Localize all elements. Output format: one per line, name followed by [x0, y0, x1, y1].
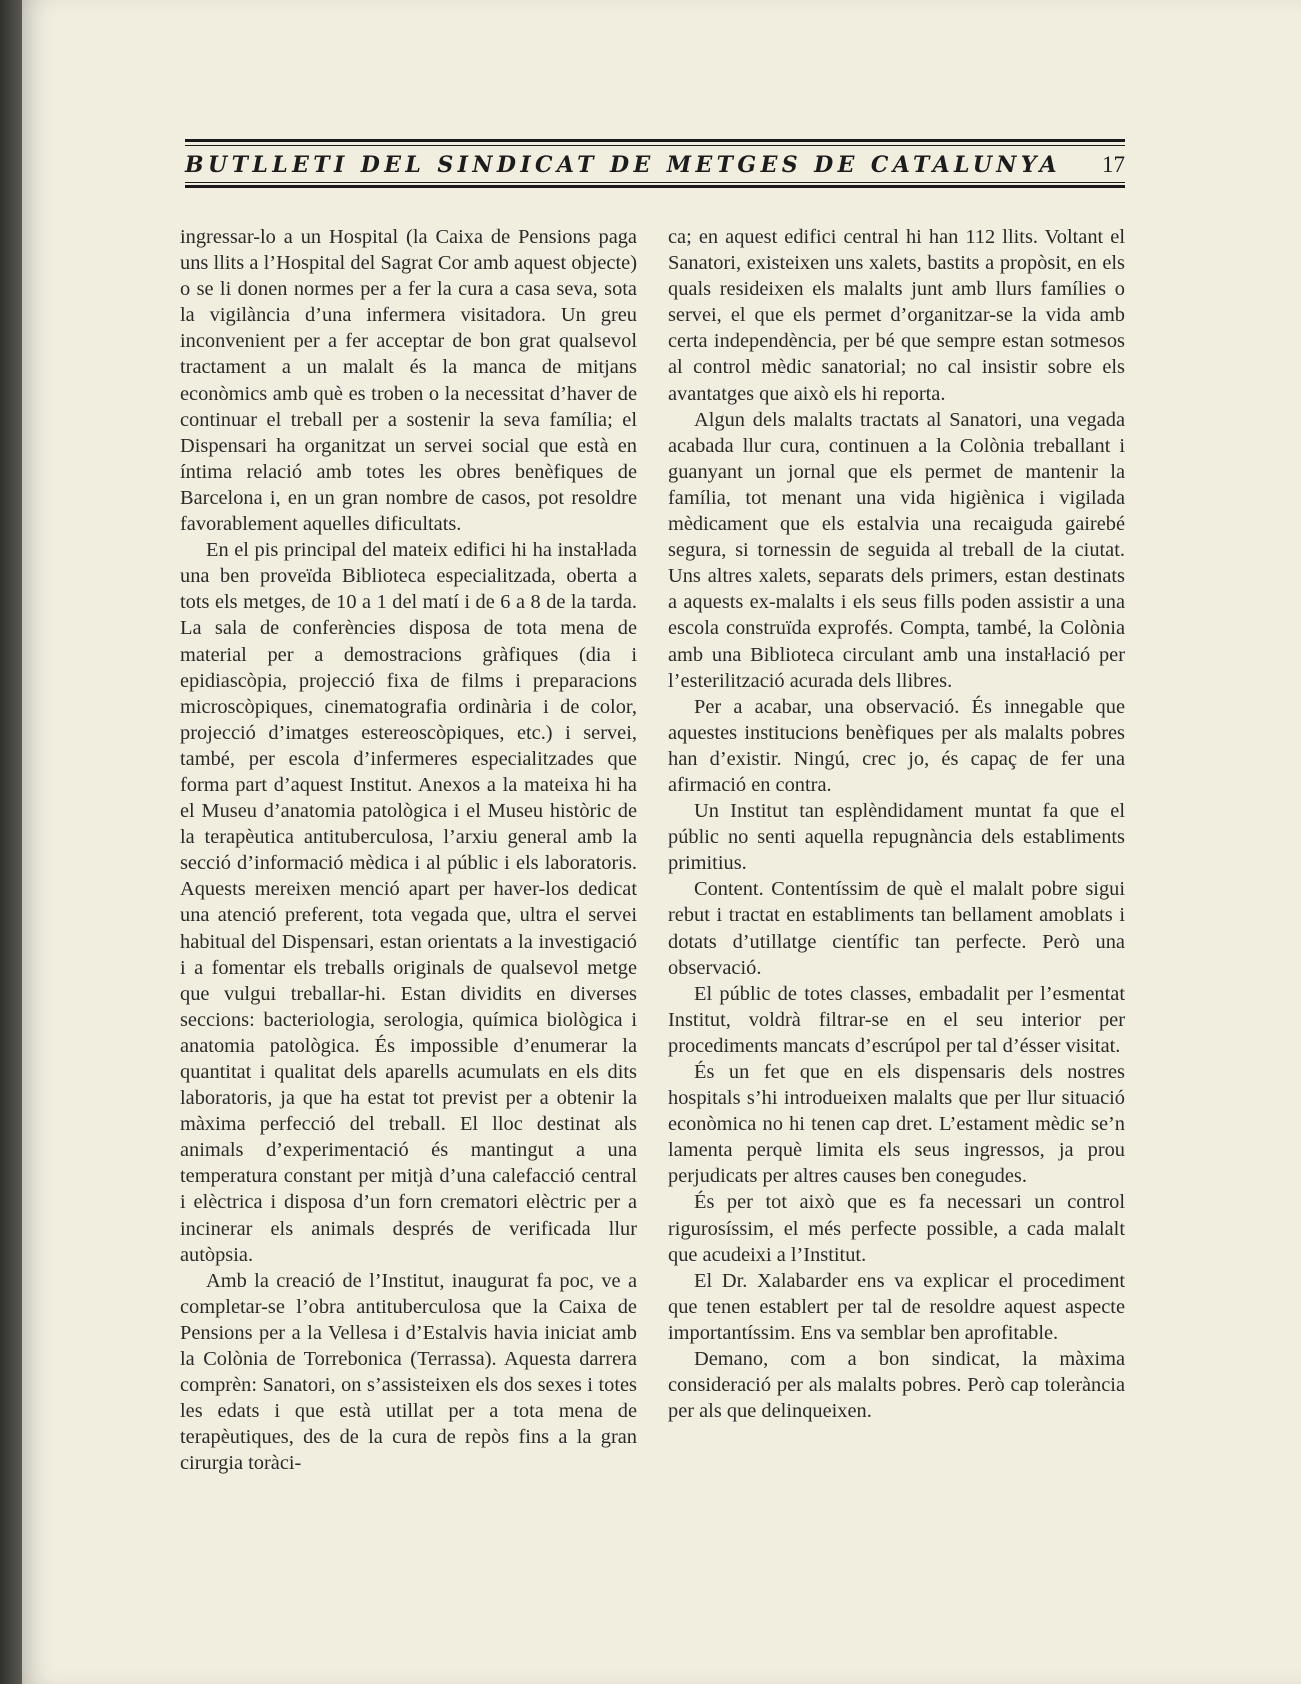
header-rule-bottom-thin	[185, 182, 1125, 183]
paragraph: El públic de totes classes, embadalit per l’esmentat Institut, voldrà filtrar-se en el seu interior per procediments mancats d’escrúpol per tal d’ésser visitat.	[668, 982, 1125, 1057]
paragraph: Amb la creació de l’Institut, inaugurat fa poc, ve a completar-se l’obra antituberculosa que la Caixa de Pensions per a la Vellesa i d’Estalvis havia iniciat amb la Colònia de Torrebonica (Terrassa). Aquesta darrera comprèn: Sanatori, on s’assisteixen els dos sexes i totes les edats i que està utillat per a tota mena de terapèutiques, des de la cura de repòs fins a la gran cirurgia toràci-	[180, 1269, 637, 1475]
book-spine-shadow	[0, 0, 22, 1684]
header-rule-top-thin	[185, 145, 1125, 146]
running-header	[165, 139, 1125, 189]
paragraph: Per a acabar, una observació. És innegable que aquestes institucions benèfiques per als malalts pobres han d’existir. Ningú, crec jo, és capaç de fer una afirmació en contra.	[668, 695, 1125, 796]
text-column-left	[180, 224, 637, 1477]
paragraph: El Dr. Xalabarder ens va explicar el procediment que tenen establert per tal de resoldre aquest aspecte importantíssim. Ens va semblar ben aprofitable.	[668, 1269, 1125, 1344]
paragraph: ca; en aquest edifici central hi han 112 llits. Voltant el Sanatori, existeixen uns xalets, bastits a propòsit, en els quals resideixen els malalts junt amb llurs famílies o servei, el que els permet d’organitzar-se la vida amb certa independència, per bé que sempre estan sotmesos al control mèdic sanatorial; no cal insistir sobre els avantatges que això els hi reporta.	[668, 226, 1125, 405]
page-number: 17	[1102, 152, 1125, 177]
header-rule-top-thick	[185, 139, 1125, 142]
paragraph: Demano, com a bon sindicat, la màxima consideració per als malalts pobres. Però cap tolerància per als que delinqueixen.	[668, 1348, 1125, 1423]
paragraph: En el pis principal del mateix edifici hi ha instaŀlada una ben proveïda Biblioteca especialitzada, oberta a tots els metges, de 10 a 1 del matí i de 6 a 8 de la tarda. La sala de conferències disposa de tota mena de material per a demostracions gràfiques (dia i epidiascòpia, projecció fixa de films i preparacions microscòpiques, cinematografia ordinària i de color, projecció d’imatges estereoscòpiques, etc.) i servei, també, per escola d’infermeres especialitzades que forma part d’aquest Institut. Anexos a la mateixa hi ha el Museu d’anatomia patològica i el Museu històric de la terapèutica antituberculosa, l’arxiu general amb la secció d’informació mèdica i al públic i els laboratoris. Aquests mereixen menció apart per haver-los dedicat una atenció preferent, tota vegada que, ultra el servei habitual del Dispensari, estan orientats a la investigació i a fomentar els treballs originals de qualsevol metge que vulgui treballar-hi. Estan dividits en diverses seccions: bacteriologia, serologia, química biològica i anatomia patològica. És impossible d’enumerar la quantitat i qualitat dels aparells acumulats en els dits laboratoris, ja que ha estat tot previst per a obtenir la màxima perfecció del treball. El lloc destinat als animals d’experimentació és mantingut a una temperatura constant per mitjà d’una calefacció central i elèctrica i disposa d’un forn crematori elèctric per a incinerar els animals després de verificada llur autòpsia.	[180, 539, 637, 1266]
journal-title: BUTLLETI DEL SINDICAT DE METGES DE CATALUNYA	[185, 152, 1061, 178]
paragraph: Un Institut tan esplèndidament muntat fa que el públic no senti aquella repugnància dels establiments primitius.	[668, 800, 1125, 875]
header-rule-bottom-thick	[185, 185, 1125, 188]
text-column-right	[668, 224, 1125, 1424]
paragraph: Content. Contentíssim de què el malalt pobre sigui rebut i tractat en establiments tan bellament amoblats i dotats d’utillatge científic tan perfecte. Però una observació.	[668, 878, 1125, 979]
paragraph: És un fet que en els dispensaris dels nostres hospitals s’hi introdueixen malalts que per llur situació econòmica no hi tenen cap dret. L’estament mèdic se’n lamenta perquè limita els seus ingressos, ja prou perjudicats per altres causes ben conegudes.	[668, 1061, 1125, 1188]
paragraph: Algun dels malalts tractats al Sanatori, una vegada acabada llur cura, continuen a la Colònia treballant i guanyant un jornal que els permet de mantenir la família, tot menant una vida higiènica i vigilada mèdicament que els estalvia una recaiguda gairebé segura, si tornessin de seguida al treball de la ciutat. Uns altres xalets, separats dels primers, estan destinats a aquests ex-malalts i els seus fills poden assistir a una escola construïda exprofés. Compta, també, la Colònia amb una Biblioteca circulant amb una instaŀlació per l’esterilització acurada dels llibres.	[668, 408, 1125, 692]
paragraph: ingressar-lo a un Hospital (la Caixa de Pensions paga uns llits a l’Hospital del Sagrat Cor amb aquest objecte) o se li donen normes per a fer la cura a casa seva, sota la vigilància d’una infermera visitadora. Un greu inconvenient per a fer acceptar de bon grat qualsevol tractament a un malalt és la manca de mitjans econòmics amb què es troben o la necessitat d’haver de continuar el treball per a sostenir la seva família; el Dispensari ha organitzat un servei social que està en íntima relació amb totes les obres benèfiques de Barcelona i, en un gran nombre de casos, pot resoldre favorablement aquelles dificultats.	[180, 226, 637, 536]
paragraph: És per tot això que es fa necessari un control rigurosíssim, el més perfecte possible, a cada malalt que acudeixi a l’Institut.	[668, 1191, 1125, 1266]
